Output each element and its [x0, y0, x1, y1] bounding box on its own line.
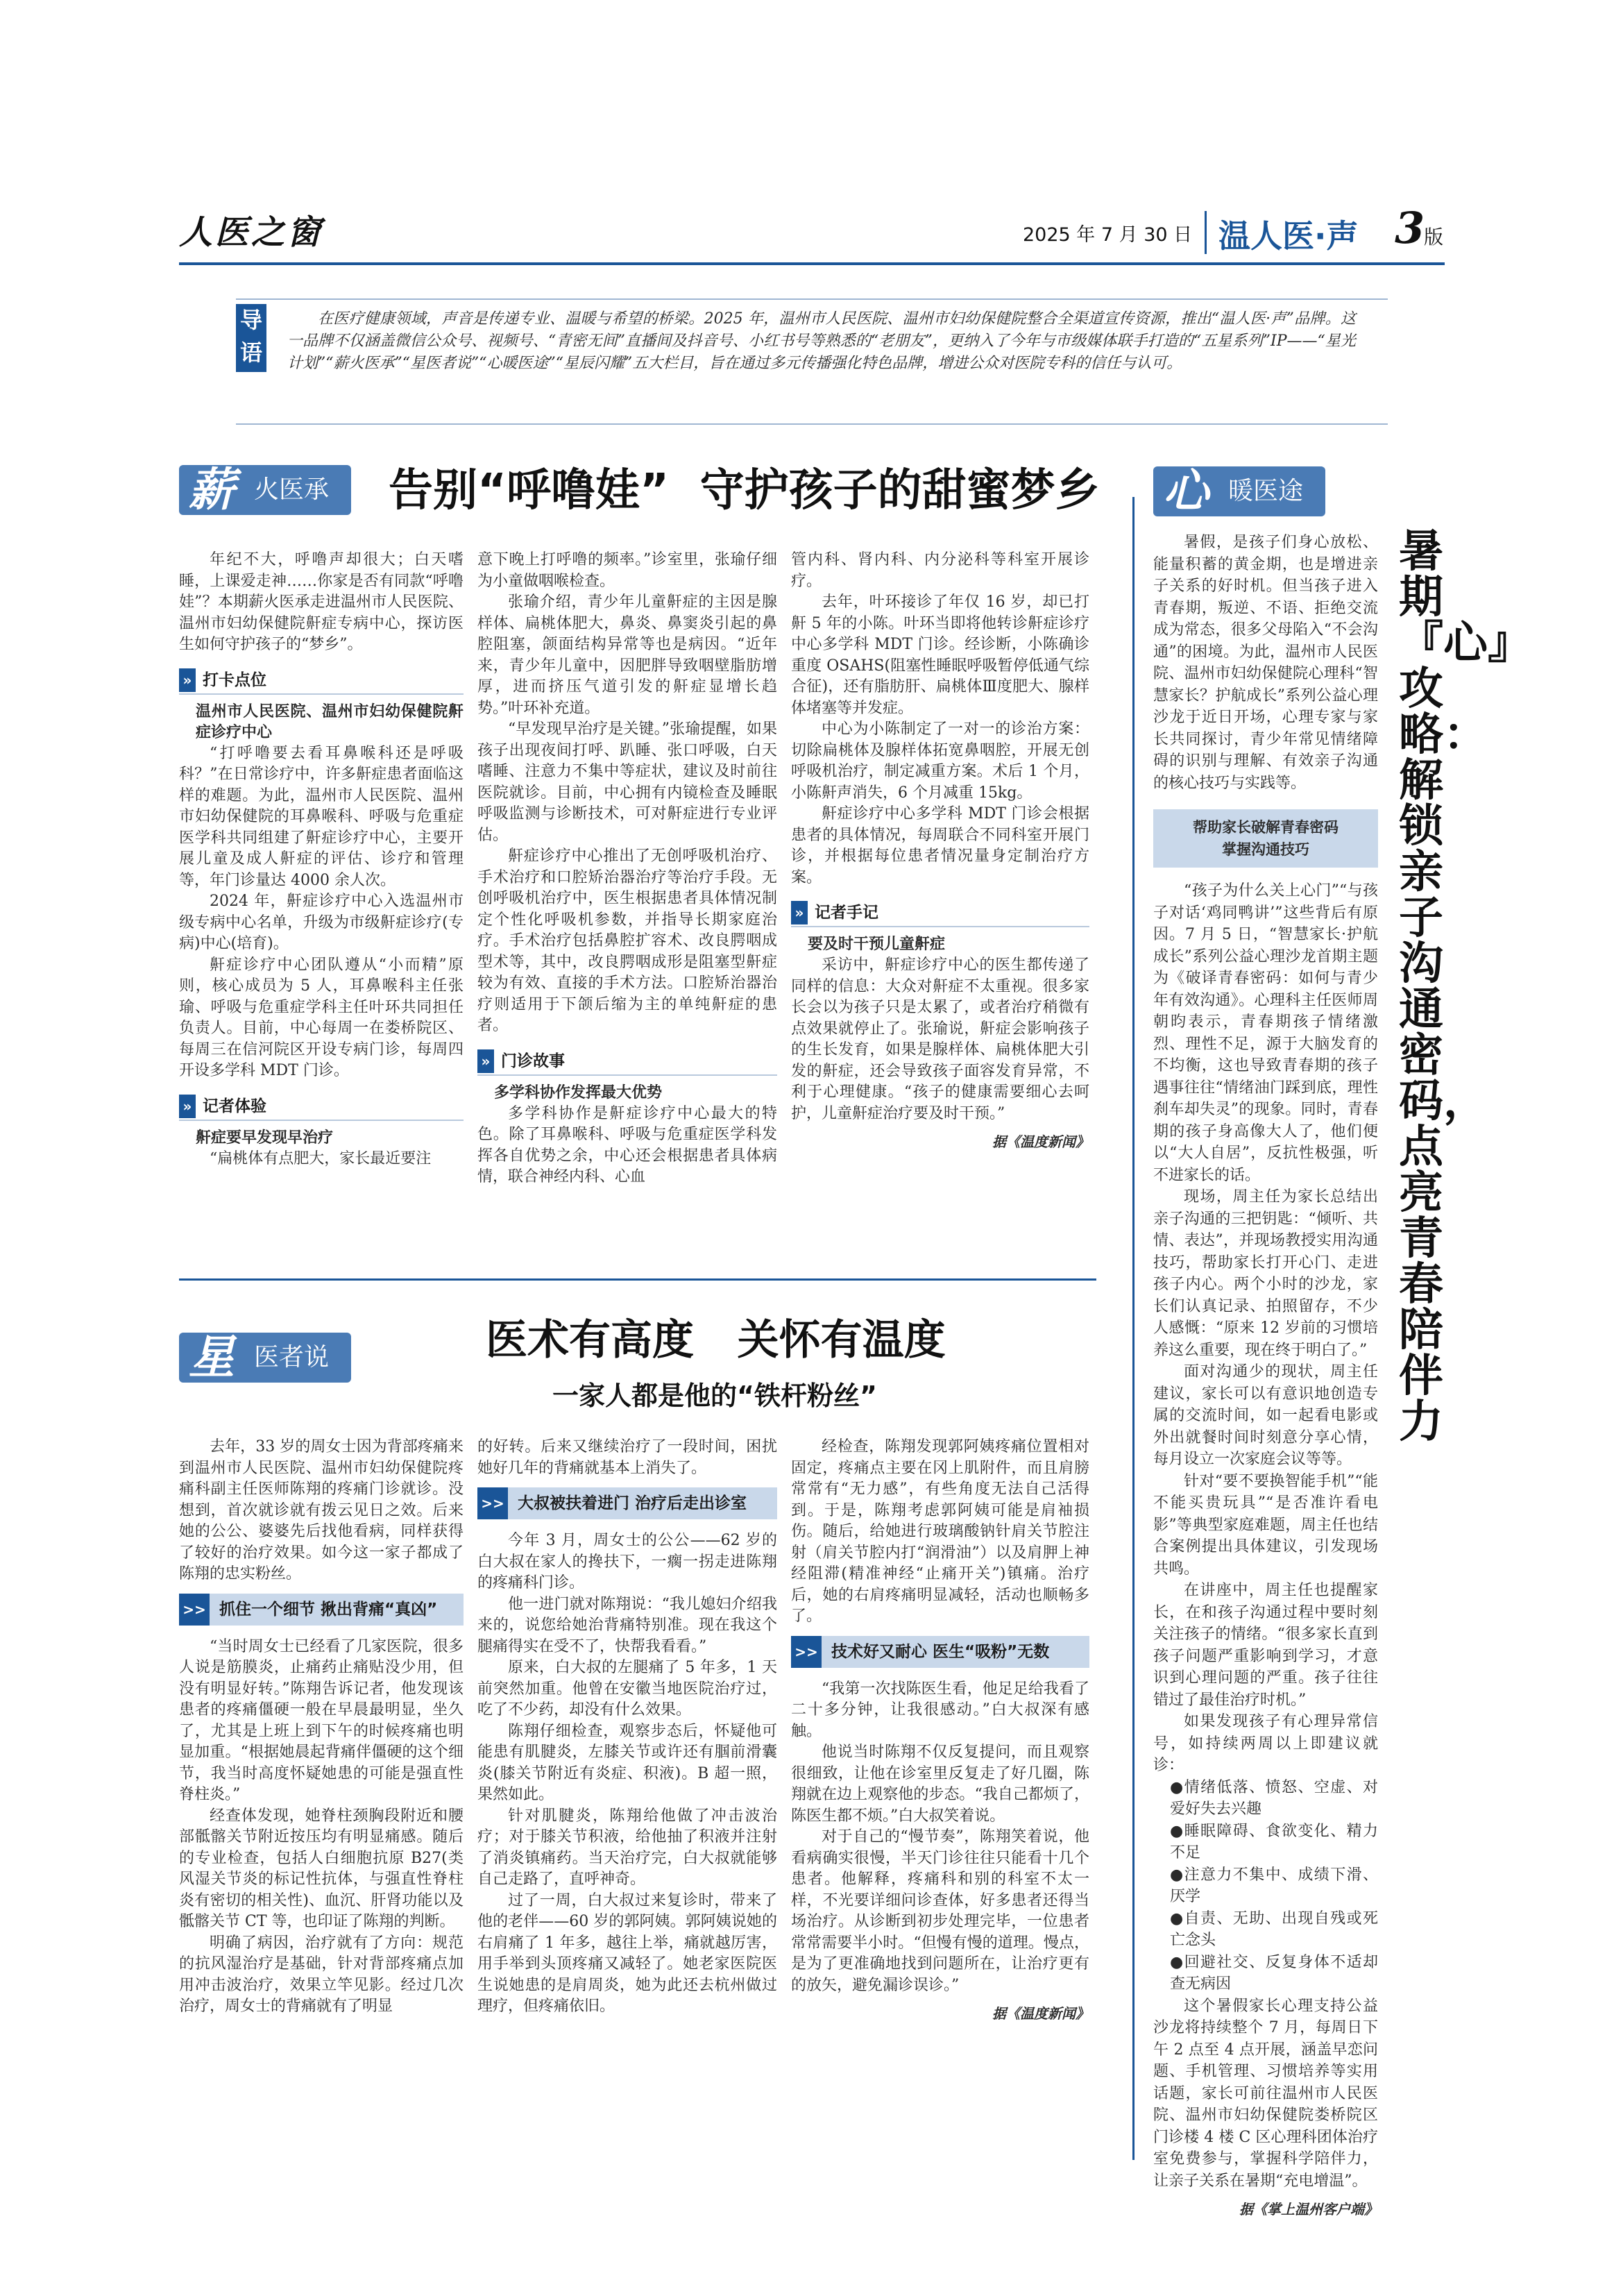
paragraph: 他一进门就对陈翔说：“我儿媳妇介绍我来的，说您给她治背痛特别准。现在我这个腿痛得实在受不了，快帮我看看。” — [477, 1595, 777, 1655]
paragraph: 今年 3 月，周女士的公公——62 岁的白大叔在家人的搀扶下，一瘸一拐走进陈翔的疼痛科门诊。 — [477, 1532, 777, 1592]
subhead-box: >> 技术好又耐心 医生“吸粉”无数 — [791, 1636, 1089, 1668]
paper-name: 人医之窗 — [179, 213, 324, 252]
section-label: 医者说 — [254, 1343, 330, 1371]
source-credit: 据《温度新闻》 — [992, 1133, 1089, 1150]
subhead-box: » 记者手记 — [791, 901, 1089, 925]
paragraph: 鼾症诊疗中心多学科 MDT 门诊会根据患者的具体情况，每周联合不同科室开展门诊，并根据每位患者情况量身定制治疗方案。 — [791, 805, 1089, 886]
paragraph: 过了一周，白大叔过来复诊时，带来了他的老伴——60 岁的郭阿姨。郭阿姨说她的右肩痛了 1 年多，越往上举，痛就越厉害，用手举到头顶疼痛又减轻了。她老家医院医生说她患的是肩周炎，她为此还去杭州做过理疗，但疼痛依旧。 — [477, 1891, 777, 2015]
subhead-box: » 门诊故事 — [477, 1049, 777, 1073]
subhead-box: » 打卡点位 — [179, 668, 464, 692]
story1-col3 — [791, 550, 1089, 1153]
chevron-icon: » — [179, 668, 196, 692]
section-bar-xingyi — [179, 1330, 351, 1384]
subhead-box: >> 大叔被扶着进门 治疗后走出诊室 — [477, 1487, 777, 1519]
section-bar-xinhuo — [179, 462, 351, 516]
paragraph: 经检查，陈翔发现郭阿姨疼痛位置相对固定，疼痛点主要在冈上肌附件，而且肩膀常常有“无力感”，有些角度无法自己活得到。于是，陈翔考虑郭阿姨可能是肩袖损伤。随后，给她进行玻璃酸钠针肩关节腔注射（肩关节腔内打“润滑油”）以及肩胛上神经阻滞(精准神经“止痛开关”)镇痛。治疗后，她的右肩疼痛明显减轻，活动也顺畅多了。 — [791, 1438, 1089, 1625]
issue-date: 2025 年 7 月 30 日 — [1023, 224, 1193, 246]
intro-text: 在医疗健康领域，声音是传递专业、温暖与希望的桥梁。2025 年，温州市人民医院、温州市妇幼保健院整合全渠道宣传资源，推出“温人医·声”品牌。这一品牌不仅涵盖微信公众号、视频号、“青密无间”直播间及抖音号、小红书号等熟悉的“老朋友”，更纳入了今年与市级媒体联手打造的“五星系列”IP——“星光计划”“薪火医承”“星医者说”“心暖医途”“星辰闪耀”五大栏目，旨在通过多元传播强化特色品牌，增进公众对医院专科的信任与认可。 — [287, 310, 1356, 372]
list-item: ●睡眠障碍、食欲变化、精力不足 — [1170, 1822, 1378, 1862]
paragraph: 他说当时陈翔不仅反复提问，而且观察很细致，让他在诊室里反复走了好几圈，陈翔就在边上观察他的步态。“我自己都烦了，陈医生都不烦。”白大叔笑着说。 — [791, 1744, 1089, 1825]
paragraph: 陈翔仔细检查，观察步态后，怀疑他可能患有肌腱炎，左膝关节或许还有腘前滑囊炎(膝关节附近有炎症、积液)。B 超一照，果然如此。 — [477, 1722, 777, 1803]
story1-col2 — [477, 550, 777, 1188]
paragraph: 面对沟通少的现状，周主任建议，家长可以有意识地创造专属的交流时间，如一起看电影或外出就餐时间时刻意分享心情，每月设立一次家庭会议等等。 — [1153, 1363, 1378, 1468]
section-glyph: 心 — [1163, 464, 1209, 518]
story2-subhead: 一家人都是他的“铁杆粉丝” — [552, 1381, 877, 1411]
section-label: 火医承 — [254, 475, 330, 504]
subhead: 温州市人民医院、温州市妇幼保健院鼾症诊疗中心 — [196, 702, 464, 741]
paragraph: 鼾症诊疗中心团队遵从“小而精”原则，核心成员为 5 人，耳鼻喉科主任张瑜、呼吸与危重症学科主任叶环共同担任负责人。目前，中心每周一在娄桥院区、每周三在信河院区开设专病门诊，每周四开设多学科 MDT 门诊。 — [179, 956, 464, 1079]
page-number: 3 — [1395, 203, 1425, 253]
story-divider — [179, 1278, 1096, 1281]
section-label: 暖医途 — [1228, 477, 1304, 505]
story2-col2 — [477, 1437, 777, 2018]
paragraph: 经查体发现，她脊柱颈胸段附近和腰部骶髂关节附近按压均有明显痛感。随后的专业检查，包括人白细胞抗原 B27(类风湿关节炎的标记性抗体，与强直性脊柱炎有密切的相关性)、血沉、肝肾功能以及骶髂关节 CT 等，也印证了陈翔的判断。 — [179, 1807, 464, 1930]
source-credit: 据《掌上温州客户端》 — [1239, 2201, 1378, 2218]
paragraph: “打呼噜要去看耳鼻喉科还是呼吸科？”在日常诊疗中，许多鼾症患者面临这样的难题。为此，温州市人民医院、温州市妇幼保健院的耳鼻喉科、呼吸与危重症医学科共同组建了鼾症诊疗中心，主要开展儿童及成人鼾症的评估、诊疗和管理等，年门诊量达 4000 余人次。 — [179, 744, 464, 889]
paragraph: 多学科协作是鼾症诊疗中心最大的特色。除了耳鼻喉科、呼吸与危重症医学科发挥各自优势之余，中心还会根据患者具体病情，联合神经内科、心血 — [477, 1104, 777, 1185]
paragraph: 针对肌腱炎，陈翔给他做了冲击波治疗；对于膝关节积液，给他抽了积液并注射了消炎镇痛药。当天治疗完，白大叔就能够自己走路了，直呼神奇。 — [477, 1807, 777, 1888]
divider — [1205, 211, 1207, 254]
paragraph: 采访中，鼾症诊疗中心的医生都传递了同样的信息：大众对鼾症不太重视。很多家长会以为孩子只是太累了，或者治疗稍微有点效果就停止了。张瑜说，鼾症会影响孩子的生长发育，如果是腺样体、扁桃体肥大引发的鼾症，还会导致孩子面容发育异常，不利于心理健康。“孩子的健康需要细心去呵护，儿童鼾症治疗要及时干预。” — [791, 956, 1089, 1122]
subhead: 要及时干预儿童鼾症 — [808, 936, 946, 953]
sidebar-rule — [1132, 497, 1135, 2160]
list-item: ●回避社交、反复身体不适却查无病因 — [1170, 1953, 1378, 1993]
paragraph: 去年，33 岁的周女士因为背部疼痛来到温州市人民医院、温州市妇幼保健院疼痛科副主任医师陈翔的疼痛门诊就诊。没想到，首次就诊就有拨云见日之效。后来她的公公、婆婆先后找他看病，同样获得了较好的治疗效果。如今这一家子都成了陈翔的忠实粉丝。 — [179, 1438, 464, 1582]
paragraph: 中心为小陈制定了一对一的诊治方案：切除扁桃体及腺样体拓宽鼻咽腔，开展无创呼吸机治疗，制定减重方案。术后 1 个月，小陈鼾声消失，6 个月减重 15kg。 — [791, 720, 1089, 802]
paragraph: 明确了病因，治疗就有了方向：规范的抗风湿治疗是基础，针对背部疼痛点加用冲击波治疗，效果立竿见影。经过几次治疗，周女士的背痛就有了明显 — [179, 1934, 464, 2015]
paragraph: “当时周女士已经看了几家医院，很多人说是筋膜炎，止痛药止痛贴没少用，但没有明显好转。”陈翔告诉记者，他发现该患者的疼痛僵硬一般在早晨最明显，坐久了，尤其是上班上到下午的时候疼痛也明显加重。“根据她晨起背痛伴僵硬的这个细节，我当时高度怀疑她患的可能是强直性脊柱炎。” — [179, 1637, 464, 1803]
list-item: ●注意力不集中、成绩下滑、厌学 — [1170, 1866, 1378, 1905]
source-credit: 据《温度新闻》 — [992, 2005, 1089, 2022]
story3-col — [1153, 532, 1378, 2221]
paragraph: “我第一次找陈医生看，他足足给我看了二十多分钟，让我很感动。”白大叔深有感触。 — [791, 1680, 1089, 1740]
story2-col1 — [179, 1437, 464, 2018]
paragraph: 这个暑假家长心理支持公益沙龙将持续整个 7 月，每周日下午 2 点至 4 点开展，涵盖早恋问题、手机管理、习惯培养等实用话题，家长可前往温州市人民医院、温州市妇幼保健院娄桥院区门诊楼 4 楼 C 区心理科团体治疗室免费参与，掌握科学陪伴力，让亲子关系在暑期“充电增温”。 — [1153, 1997, 1378, 2190]
chevron-icon: » — [179, 1095, 196, 1118]
page-suffix: 版 — [1424, 226, 1444, 248]
paragraph: 如果发现孩子有心理异常信号，如持续两周以上即建议就诊： — [1153, 1713, 1378, 1774]
column-name: 温人医·声 — [1218, 217, 1359, 255]
subhead-box: 帮助家长破解青春密码 掌握沟通技巧 — [1153, 809, 1378, 868]
section-glyph: 星 — [189, 1330, 235, 1384]
paragraph: 现场，周主任为家长总结出亲子沟通的三把钥匙：“倾听、共情、表达”，并现场教授实用沟通技巧，帮助家长打开心门、走进孩子内心。两个小时的沙龙，家长们认真记录、拍照留存，不少人感慨：“原来 12 岁前的习惯培养这么重要，现在终于明白了。” — [1153, 1188, 1378, 1359]
chevron-icon: » — [477, 1049, 494, 1073]
story1-headline: 告别“呼噜娃” 守护孩子的甜蜜梦乡 — [389, 465, 1100, 516]
paragraph: 鼾症诊疗中心推出了无创呼吸机治疗、手术治疗和口腔矫治器治疗等治疗手段。无创呼吸机治疗中，医生根据患者具体情况制定个性化呼吸机参数，并指导长期家庭治疗。手术治疗包括鼻腔扩容术、改良腭咽成型术等，其中，改良腭咽成形是阻塞型鼾症较为有效、直接的手术方法。口腔矫治器治疗则适用于下颌后缩为主的单纯鼾症的患者。 — [477, 847, 777, 1034]
double-chevron-icon: >> — [791, 1636, 822, 1668]
paragraph: 原来，白大叔的左腿痛了 5 年多，1 天前突然加重。他曾在安徽当地医院治疗过，吃了不少药，却没有什么效果。 — [477, 1659, 777, 1719]
paragraph: 2024 年，鼾症诊疗中心入选温州市级专病中心名单，升级为市级鼾症诊疗(专病)中心(培育)。 — [179, 893, 464, 952]
story3-headline: 暑期『心』攻略：解锁亲子沟通密码，点亮青春陪伴力 — [1399, 526, 1532, 1448]
paragraph: 对于自己的“慢节奏”，陈翔笑着说，他看病确实很慢，半天门诊往往只能看十几个患者。他解释，疼痛科和别的科室不太一样，不光要详细问诊查体，好多患者还得当场治疗。从诊断到初步处理完毕，一位患者常常需要半小时。“但慢有慢的道理。慢点，是为了更准确地找到问题所在，让治疗更有的放矢，避免漏诊误诊。” — [791, 1828, 1089, 1994]
subhead: 鼾症要早发现早治疗 — [196, 1129, 334, 1147]
intro-tag: 导语 — [236, 304, 266, 372]
paragraph: 去年，叶环接诊了年仅 16 岁，却已打鼾 5 年的小陈。叶环当即将他转诊鼾症诊疗中心多学科 MDT 门诊。经诊断，小陈确诊重度 OSAHS(阻塞性睡眠呼吸暂停低通气综合征)，还有脂肪肝、扁桃体Ⅲ度肥大、腺样体堵塞等并发症。 — [791, 593, 1089, 717]
paragraph: 张瑜介绍，青少年儿童鼾症的主因是腺样体、扁桃体肥大，鼻炎、鼻窦炎引起的鼻腔阻塞，颌面结构异常等也是病因。“近年来，青少年儿童中，因肥胖导致咽壁脂肪增厚，进而挤压气道引发的鼾症显增长趋势。”叶环补充道。 — [477, 593, 777, 717]
paragraph: 在讲座中，周主任也提醒家长，在和孩子沟通过程中要时刻关注孩子的情绪。“很多家长直到孩子问题严重影响到学习，才意识到心理问题的严重。孩子往往错过了最佳治疗时机。” — [1153, 1582, 1378, 1709]
story2-headline: 医术有高度 关怀有温度 — [486, 1316, 946, 1365]
section-bar-xinnuan — [1153, 466, 1325, 516]
paragraph: 的好转。后来又继续治疗了一段时间，困扰她好几年的背痛就基本上消失了。 — [477, 1438, 777, 1477]
story1-col1 — [179, 550, 464, 1170]
masthead — [179, 201, 1445, 264]
list-item: ●情绪低落、愤怒、空虚、对爱好失去兴趣 — [1170, 1778, 1378, 1818]
subhead-box: >> 抓住一个细节 揪出背痛“真凶” — [179, 1594, 464, 1626]
paragraph: “扁桃体有点肥大，家长最近要注 — [210, 1149, 432, 1167]
chevron-icon: » — [791, 901, 808, 925]
subhead-box: » 记者体验 — [179, 1095, 464, 1118]
double-chevron-icon: >> — [477, 1487, 508, 1519]
lead: 年纪不大，呼噜声却很大；白天嗜睡，上课爱走神……你家是否有同款“呼噜娃”？本期薪火医承走进温州市人民医院、温州市妇幼保健院鼾症专病中心，探访医生如何守护孩子的“梦乡”。 — [179, 551, 464, 653]
story2-col3 — [791, 1437, 1089, 2025]
section-glyph: 薪 — [189, 462, 235, 516]
intro-box — [236, 298, 1388, 425]
paragraph: 管内科、肾内科、内分泌科等科室开展诊疗。 — [791, 551, 1089, 590]
double-chevron-icon: >> — [179, 1594, 210, 1626]
list-item: ●自责、无助、出现自残或死亡念头 — [1170, 1909, 1378, 1949]
paragraph: “早发现早治疗是关键。”张瑜提醒，如果孩子出现夜间打呼、趴睡、张口呼吸，白天嗜睡、注意力不集中等症状，建议及时前往医院就诊。目前，中心拥有内镜检查及睡眠呼吸监测与诊断技术，可对鼾症进行专业评估。 — [477, 720, 777, 844]
subhead: 多学科协作发挥最大优势 — [494, 1083, 663, 1101]
paragraph: 针对“要不要换智能手机”“能不能买贵玩具”“是否准许看电影”等典型家庭难题，周主任也结合案例提出具体建议，引发现场共鸣。 — [1153, 1472, 1378, 1578]
paragraph: 意下晚上打呼噜的频率。”诊室里，张瑜仔细为小童做咽喉检查。 — [477, 551, 777, 590]
lead: 暑假，是孩子们身心放松、能量积蓄的黄金期，也是增进亲子关系的好时机。但当孩子进入青春期，叛逆、不语、拒绝交流成为常态，很多父母陷入“不会沟通”的困境。为此，温州市人民医院、温州市妇幼保健院心理科“智慧家长？护航成长”系列公益心理沙龙于近日开场，心理专家与家长共同探讨，青少年常见情绪障碍的识别与理解、有效亲子沟通的核心技巧与实践等。 — [1153, 534, 1378, 792]
paragraph: “孩子为什么关上心门”“与孩子对话‘鸡同鸭讲’”这些背后有原因。7 月 5 日，“智慧家长·护航成长”系列公益心理沙龙首期主题为《破译青春密码：如何与青少年有效沟通》。心理科主任医师周朝昀表示，青春期孩子情绪激烈、理性不足，源于大脑发育的不均衡，这也导致青春期的孩子遇事往往“情绪油门踩到底，理性刹车却失灵”的现象。同时，青春期的孩子身高像大人了，他们便以“大人自居”，反抗性极强，听不进家长的话。 — [1153, 882, 1378, 1184]
masthead-rule — [179, 262, 1445, 265]
